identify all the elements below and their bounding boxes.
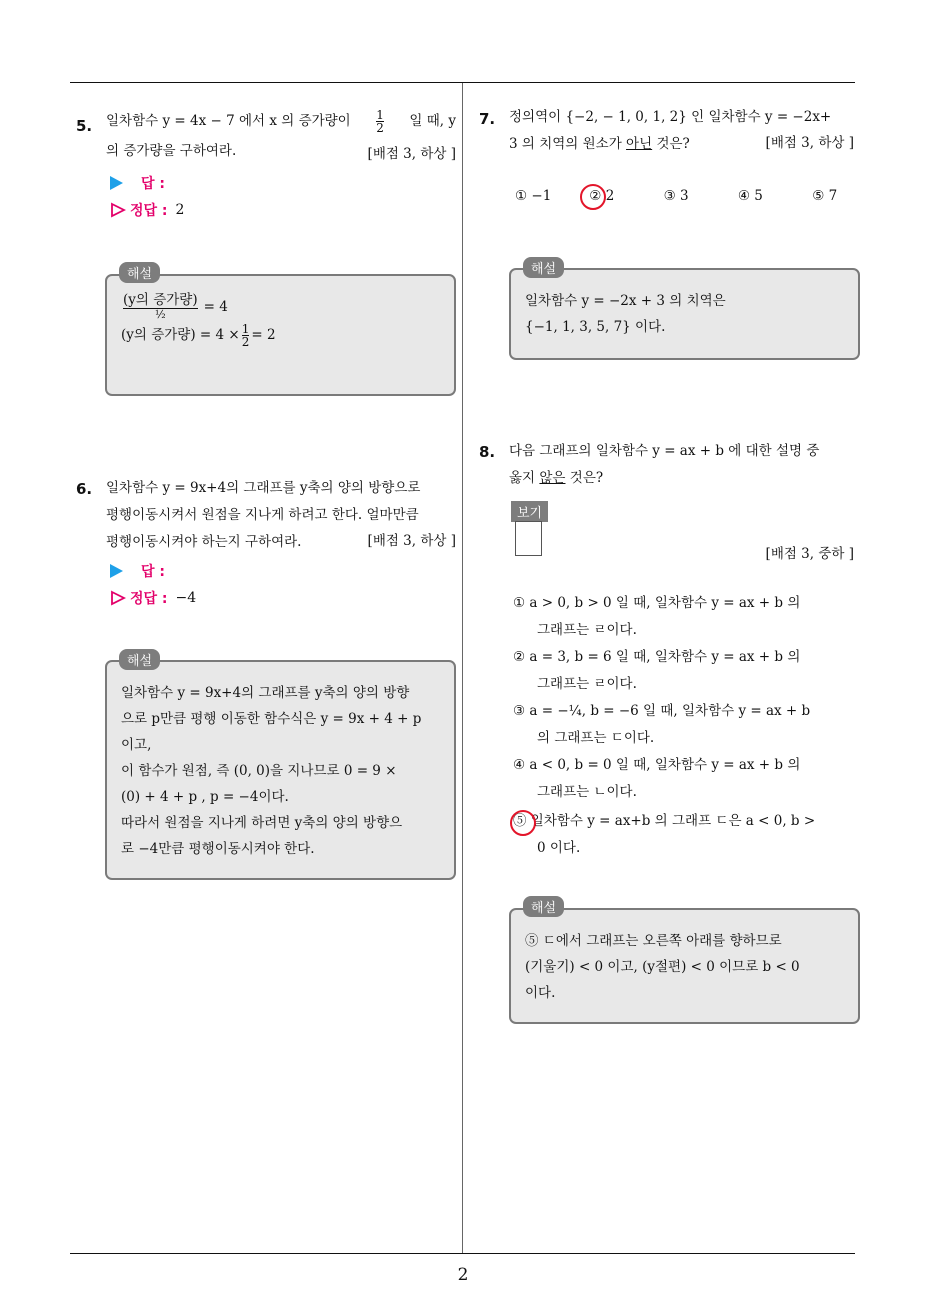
choice-2[interactable]: ② 2 [589, 188, 615, 204]
outline-triangle-icon [110, 590, 126, 606]
choice-3[interactable]: ③ 3 [663, 188, 689, 204]
answer-mark-circle [580, 184, 606, 210]
solution-box-8: ⑤ ㄷ에서 그래프는 오른쪽 아래를 향하므로 (기울기) < 0 이고, (y절편) < 0 이므로 b < 0 이다. [509, 908, 860, 1024]
question-number-5: 5. [76, 117, 93, 135]
correct-answer-row: 정답 : 2 [110, 200, 184, 220]
answer-row: 답 : [110, 561, 165, 581]
solution-tag: 해설 [119, 649, 160, 670]
question-number-8: 8. [479, 443, 496, 461]
choice-4[interactable]: ④ 5 [737, 188, 763, 204]
fraction-half: $\frac{1}{2}$ [376, 107, 384, 135]
question-8-text: 다음 그래프의 일차함수 y = ax + b 에 대한 설명 중 옳지 않은 것은? [509, 443, 820, 486]
question-number-7: 7. [479, 110, 496, 128]
score-label: [배점 3, 하상 ] [367, 146, 456, 162]
solution-tag: 해설 [119, 262, 160, 283]
question-5-text: 일차함수 y = 4x − 7 에서 x 의 증가량이 $\frac{1}{2}$ 일 때, y 의 증가량을 구하여라. [106, 107, 456, 159]
option-2[interactable]: ② a = 3, b = 6 일 때, 일차함수 y = ax + b 의 그래프는 ㄹ이다. [513, 649, 801, 692]
option-1[interactable]: ① a > 0, b > 0 일 때, 일차함수 y = ax + b 의 그래프는 ㄹ이다. [513, 595, 801, 638]
choice-1[interactable]: ① −1 [515, 188, 552, 204]
answer-mark-circle [510, 810, 536, 836]
option-4[interactable]: ④ a < 0, b = 0 일 때, 일차함수 y = ax + b 의 그래프는 ㄴ이다. [513, 757, 801, 800]
solution-box-7: 일차함수 y = −2x + 3 의 치역은 {−1, 1, 3, 5, 7} 이다. [509, 268, 860, 360]
correct-answer-row: 정답 : −4 [110, 588, 196, 608]
score-label: [배점 3, 하상 ] [765, 135, 854, 151]
score-label: [배점 3, 중하 ] [765, 546, 854, 562]
bogi-box [515, 521, 542, 556]
question-number-6: 6. [76, 480, 93, 498]
page-number: 2 [457, 1265, 469, 1285]
question-7-text: 정의역이 {−2, − 1, 0, 1, 2} 인 일차함수 y = −2x+ 3 의 치역의 원소가 아닌 것은? [509, 109, 832, 152]
solution-box-6: 일차함수 y = 9x+4의 그래프를 y축의 양의 방향 으로 p만큼 평행 이동한 함수식은 y = 9x + 4 + p 이고, 이 함수가 원점, 즉 (0, 0)을 지나므로 0 = 9 × (0) + 4 + p , p = −4이다. 따라서 원점을 지나게 하려면 y축의 양의 방향으 로 −4만큼 평행이동시켜야 한다. [105, 660, 456, 880]
option-3[interactable]: ③ a = −¼, b = −6 일 때, 일차함수 y = ax + b 의 그래프는 ㄷ이다. [513, 703, 811, 746]
bottom-rule [70, 1253, 855, 1254]
play-triangle-icon [110, 564, 123, 578]
bogi-label: 보기 [511, 501, 548, 522]
choice-5[interactable]: ⑤ 7 [812, 188, 838, 204]
solution-tag: 해설 [523, 896, 564, 917]
solution-tag: 해설 [523, 257, 564, 278]
score-label: [배점 3, 하상 ] [367, 533, 456, 549]
choice-list [515, 188, 872, 204]
outline-triangle-icon [110, 202, 126, 218]
column-divider [462, 83, 463, 1253]
play-triangle-icon [110, 176, 123, 190]
option-5[interactable]: ⑤ 일차함수 y = ax+b 의 그래프 ㄷ은 a < 0, b > 0 이다. [513, 813, 816, 856]
question-6-text: 일차함수 y = 9x+4의 그래프를 y축의 양의 방향으로 평행이동시켜서 원점을 지나게 하려고 한다. 얼마만큼 평행이동시켜야 하는지 구하여라. [106, 480, 421, 550]
solution-box-5: $\frac{\text{(y의 증가량)}}{\text{½}}$ = 4 (y의 증가량) = 4 × $\frac{1}{2}$ = 2 [105, 274, 456, 396]
answer-row: 답 : [110, 173, 165, 193]
